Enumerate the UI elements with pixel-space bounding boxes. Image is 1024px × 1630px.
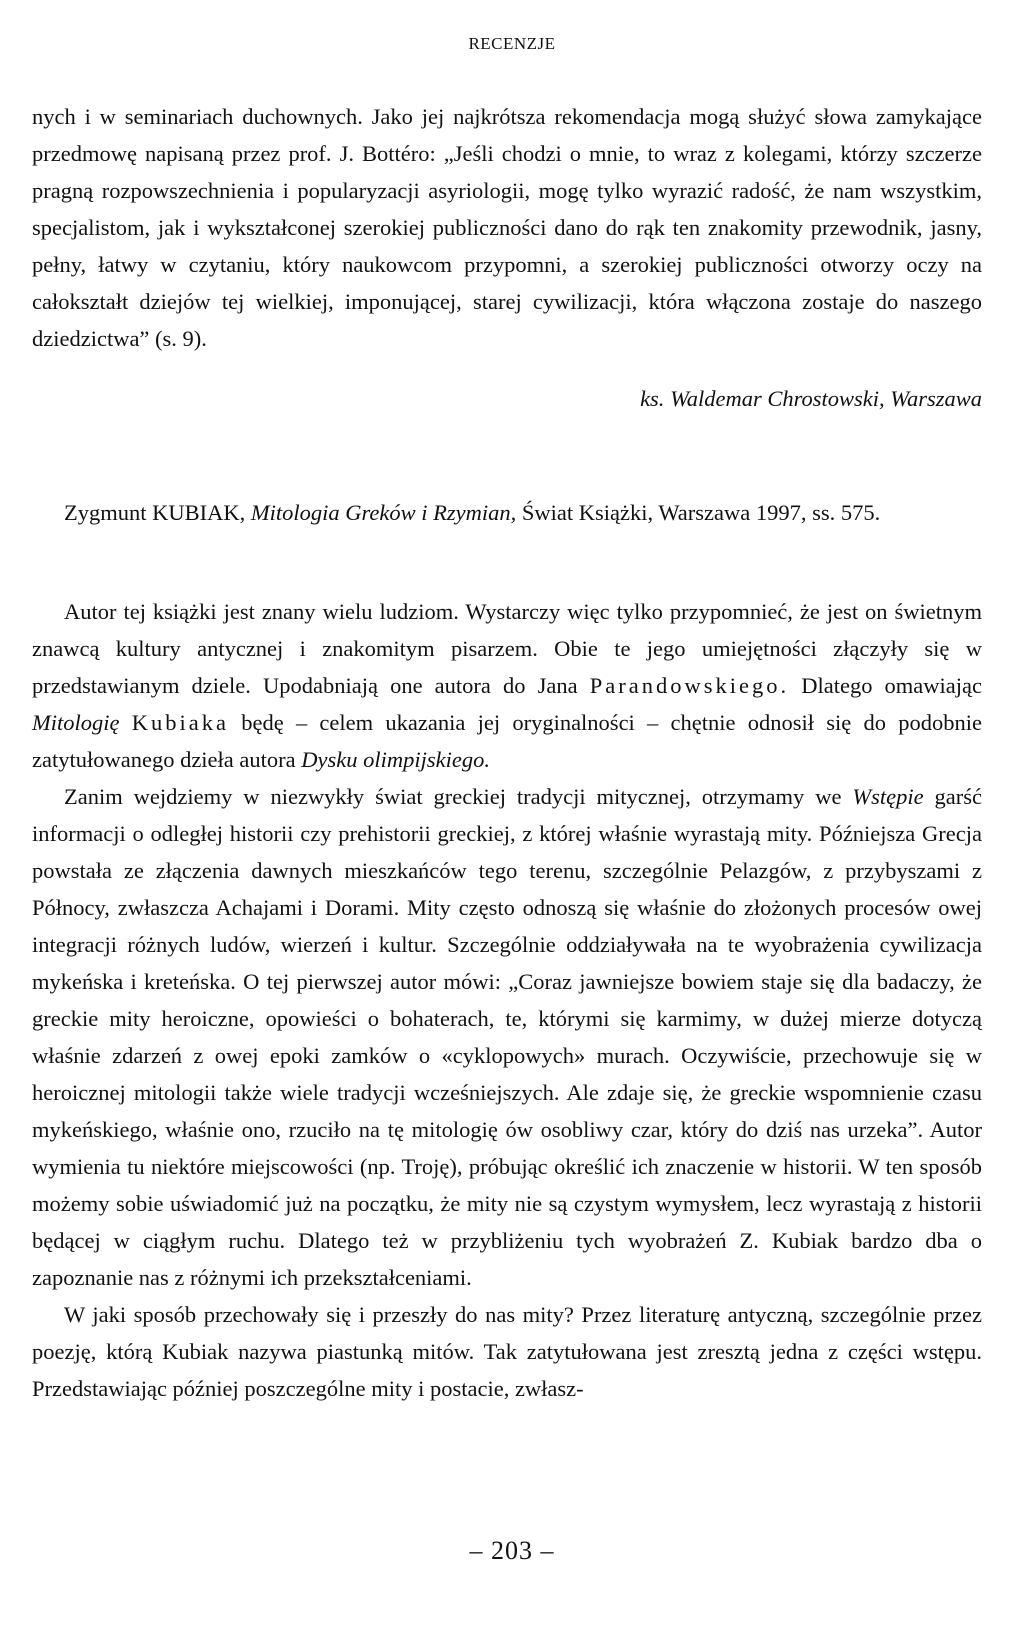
text-run: Autor tej książki jest znany wielu ludziom. Wystarczy więc tylko przypomnieć, że jest on świetnym znawcą kultury antycznej i znakomitym pisarzem. Obie te jego umiejętności złączyły się w przedstawianym dziele. Upodabniają one autora do Jana (32, 599, 982, 698)
work-title: Wstępie (852, 784, 924, 809)
signature-name: Waldemar Chrostowski, Warszawa (670, 386, 982, 411)
review-2-bibliographic-entry (32, 494, 982, 531)
text-run: będę – celem ukazania jej oryginalności – chętnie odnosił się do podobnie zatytułowanego dzieła autora (32, 710, 982, 772)
text-run: Zanim wejdziemy w niezwykły świat greckiej tradycji mitycznej, otrzymamy we (64, 784, 842, 809)
review-1-signature (640, 386, 982, 412)
author-name-kubiak: Kubiaka (131, 710, 229, 735)
signature-prefix: ks. (640, 386, 665, 411)
page-number: – 203 – (469, 1536, 555, 1565)
review-1-paragraph: nych i w seminariach duchownych. Jako jej najkrótsza rekomendacja mogą służyć słowa zamykające przedmowę napisaną przez prof. J. Bottéro: „Jeśli chodzi o mnie, to wraz z kolegami, którzy szczerze pragną rozpowszechnienia i popularyzacji asyriologii, mogę tylko wyrazić radość, że nam wszystkim, specjalistom, jak i wykształconej szerokiej publiczności dano do rąk ten znakomity przewodnik, jasny, pełny, łatwy w czytaniu, który naukowcom przypomni, a szerokiej publiczności otworzy oczy na całokształt dziejów tej wielkiej, imponującej, starej cywilizacji, która włączona zostaje do naszego dziedzictwa” (s. 9). (32, 104, 982, 351)
book-publisher: Świat Książki, Warszawa 1997, ss. 575. (521, 500, 881, 525)
text-run: garść informacji o odległej historii czy prehistorii greckiej, z której właśnie wyrastają mity. Późniejsza Grecja powstała ze złączenia dawnych mieszkańców tego terenu, szczególnie Pelazgów, z przybyszami z Północy, zwłaszcza Achajami i Dorami. Mity często odnoszą się właśnie do złożonych procesów owej integracji różnych ludów, wierzeń i kultur. Szczególnie oddziaływała na te wyobrażenia cywilizacja mykeńska i kreteńska. O tej pierwszej autor mówi: „Coraz jawniejsze bowiem staje się dla badaczy, że greckie mity heroiczne, opowieści o bohaterach, te, którymi się karmimy, w dużej mierze dotyczą właśnie zdarzeń z owej epoki zamków o «cyklopowych» murach. Oczywiście, przechowuje się w heroicznej mitologii także wiele tradycji wcześniejszych. Ale zdaje się, że greckie wspomnienie czasu mykeńskiego, właśnie ono, rzuciło na tę mitologię ów osobliwy czar, który do dziś nas urzeka”. Autor wymienia tu niektóre miejscowości (np. Troję), próbując określić ich znaczenie w historii. W ten sposób możemy sobie uświadomić już na początku, że mity nie są czystym wymysłem, lecz wyrastają z historii będącej w ciągłym ruchu. Dlatego też w przybliżeniu tych wyobrażeń Z. Kubiak bardzo dba o zapoznanie nas z różnymi ich przekształceniami. (32, 784, 982, 1290)
work-title: Dysku olimpijskiego. (301, 747, 490, 772)
review-2-paragraph-3: W jaki sposób przechowały się i przeszły do nas mity? Przez literaturę antyczną, szczególnie przez poezję, którą Kubiak nazywa piastunką mitów. Tak zatytułowana jest zresztą jedna z części wstępu. Przedstawiając później poszczególne mity i postacie, zwłasz- (32, 1302, 982, 1401)
author-name-parandowski: Parandowskiego. (589, 673, 790, 698)
text-run: Dlatego omawiając (801, 673, 983, 698)
review-2-body (32, 593, 982, 1407)
book-author: Zygmunt KUBIAK, (64, 500, 246, 525)
review-2-paragraph-2 (32, 778, 982, 1296)
running-header: RECENZJE (468, 34, 556, 53)
review-1-body (32, 98, 982, 357)
book-title: Mitologia Greków i Rzymian, (250, 500, 517, 525)
work-title: Mitologię (32, 710, 120, 735)
review-2-paragraph-1 (32, 593, 982, 778)
